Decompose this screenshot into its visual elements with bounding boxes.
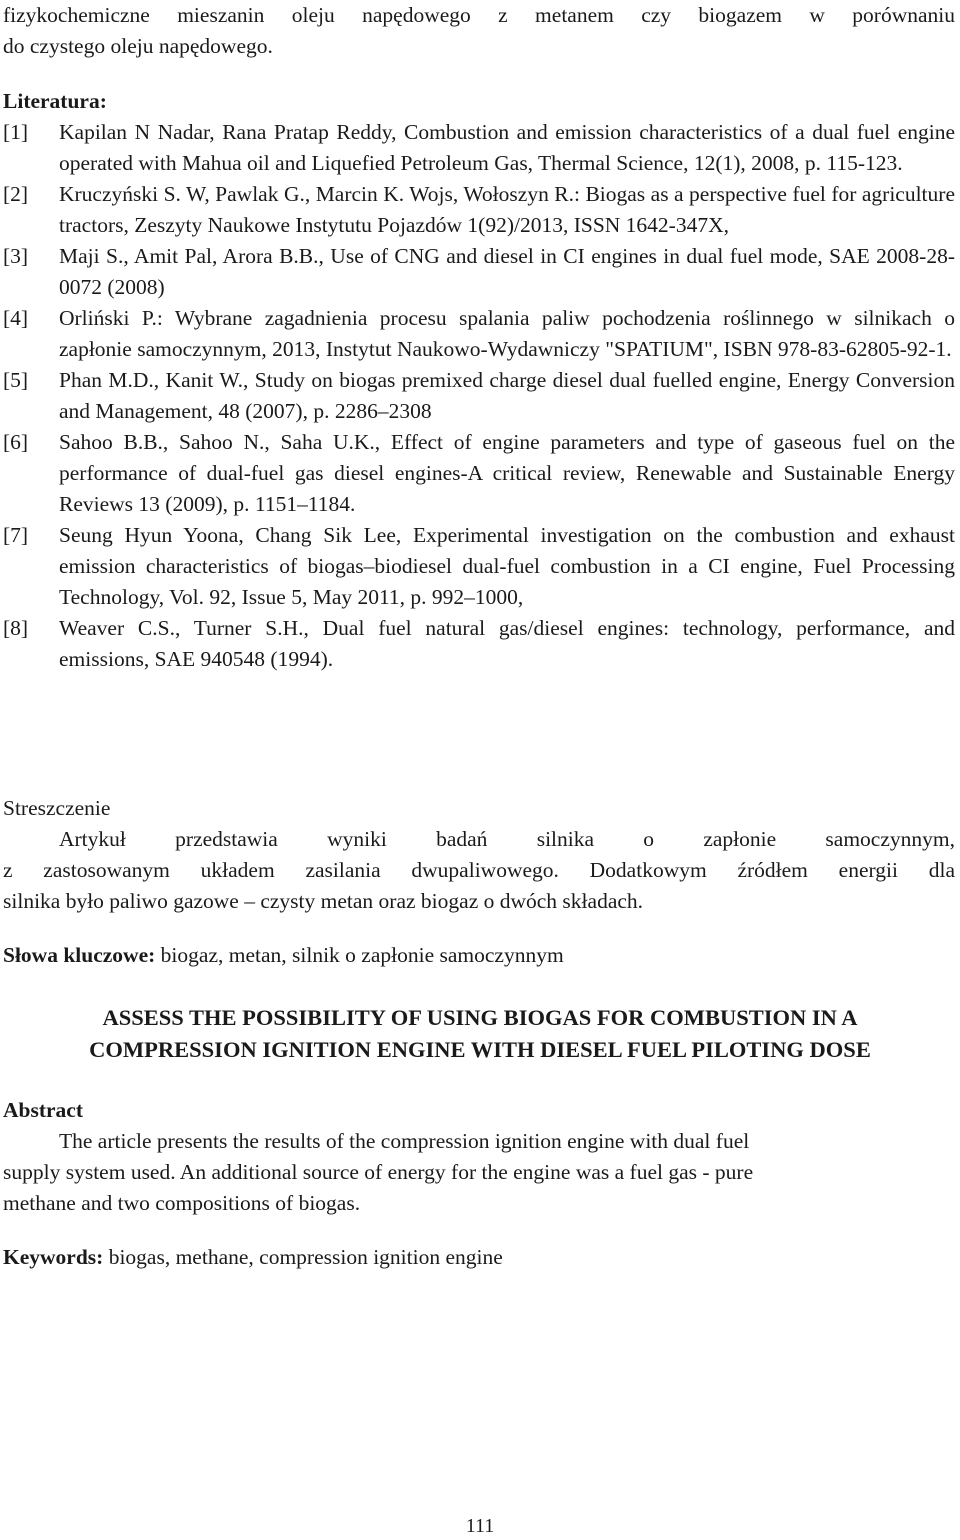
reference-text: Weaver C.S., Turner S.H., Dual fuel natural gas/diesel engines: technology, performance, and emissions, SAE 940548 (1994). [59, 616, 955, 671]
keywords-line [3, 1242, 955, 1273]
references-heading: Literatura: [3, 89, 107, 113]
keywords [3, 1242, 955, 1273]
streszczenie-line: z zastosowanym układem zasilania dwupaliwowego. Dodatkowym źródłem energii dla [3, 858, 955, 882]
reference-item [3, 520, 955, 613]
reference-text: Seung Hyun Yoona, Chang Sik Lee, Experimental investigation on the combustion and exhaust emission characteristics of biogas–biodiesel dual-fuel combustion in a CI engine, Fuel Processing Technology, Vol. 92, Issue 5, May 2011, p. 992–1000, [59, 523, 955, 609]
reference-text: Maji S., Amit Pal, Arora B.B., Use of CNG and diesel in CI engines in dual fuel mode, SAE 2008-28-0072 (2008) [59, 244, 955, 299]
references-section [3, 86, 955, 675]
reference-item [3, 427, 955, 520]
reference-text: Orliński P.: Wybrane zagadnienia procesu spalania paliw pochodzenia roślinnego w silnikach o zapłonie samoczynnym, 2013, Instytut Naukowo-Wydawniczy "SPATIUM", ISBN 978-83-62805-92-1. [59, 306, 955, 361]
reference-number: [3] [3, 244, 29, 268]
reference-number: [8] [3, 616, 29, 640]
reference-text: Sahoo B.B., Sahoo N., Saha U.K., Effect of engine parameters and type of gaseous fuel on the performance of dual-fuel gas diesel engines-A critical review, Renewable and Sustainable Energy Reviews 13 (2009), p. 1151–1184. [59, 430, 955, 516]
reference-item [3, 117, 955, 179]
reference-number: [1] [3, 120, 29, 144]
english-title-line: ASSESS THE POSSIBILITY OF USING BIOGAS FOR COMBUSTION IN A [102, 1005, 858, 1030]
english-title [0, 1002, 960, 1066]
abstract-heading: Abstract [3, 1098, 84, 1122]
reference-item [3, 365, 955, 427]
intro-line: fizykochemiczne mieszanin oleju napędowego z metanem czy biogazem w porównaniu [3, 3, 955, 27]
reference-item [3, 179, 955, 241]
slowa-kluczowe [3, 940, 955, 971]
slowa-kluczowe-text: biogaz, metan, silnik o zapłonie samoczynnym [155, 943, 564, 967]
english-title-line: COMPRESSION IGNITION ENGINE WITH DIESEL FUEL PILOTING DOSE [89, 1037, 871, 1062]
keywords-label: Keywords: [3, 1245, 104, 1269]
intro-paragraph [3, 0, 955, 62]
reference-number: [4] [3, 306, 29, 330]
reference-text: Kruczyński S. W, Pawlak G., Marcin K. Wojs, Wołoszyn R.: Biogas as a perspective fuel for agriculture tractors, Zeszyty Naukowe Instytutu Pojazdów 1(92)/2013, ISSN 1642-347X, [59, 182, 955, 237]
intro-line: do czystego oleju napędowego. [3, 34, 273, 58]
reference-item [3, 241, 955, 303]
abstract-line: The article presents the results of the compression ignition engine with dual fuel [59, 1129, 750, 1153]
streszczenie-line: Artykuł przedstawia wyniki badań silnika o zapłonie samoczynnym, [59, 827, 955, 851]
streszczenie-section [3, 793, 955, 917]
abstract-line: supply system used. An additional source of energy for the engine was a fuel gas - pure [3, 1160, 754, 1184]
reference-text: Phan M.D., Kanit W., Study on biogas premixed charge diesel dual fuelled engine, Energy Conversion and Management, 48 (2007), p. 2286–2308 [59, 368, 955, 423]
reference-number: [2] [3, 182, 29, 206]
reference-text: Kapilan N Nadar, Rana Pratap Reddy, Combustion and emission characteristics of a dual fuel engine operated with Mahua oil and Liquefied Petroleum Gas, Thermal Science, 12(1), 2008, p. 115-123. [59, 120, 955, 175]
reference-number: [7] [3, 523, 29, 547]
abstract-line: methane and two compositions of biogas. [3, 1191, 361, 1215]
abstract-section [3, 1095, 955, 1219]
page-number: 111 [465, 1515, 495, 1537]
reference-item [3, 303, 955, 365]
reference-item [3, 613, 955, 675]
reference-number: [6] [3, 430, 29, 454]
slowa-kluczowe-label: Słowa kluczowe: [3, 943, 156, 967]
streszczenie-heading: Streszczenie [3, 796, 111, 820]
reference-number: [5] [3, 368, 29, 392]
slowa-kluczowe-line [3, 940, 955, 971]
streszczenie-line: silnika było paliwo gazowe – czysty metan oraz biogaz o dwóch składach. [3, 889, 644, 913]
keywords-text: biogas, methane, compression ignition engine [103, 1245, 503, 1269]
